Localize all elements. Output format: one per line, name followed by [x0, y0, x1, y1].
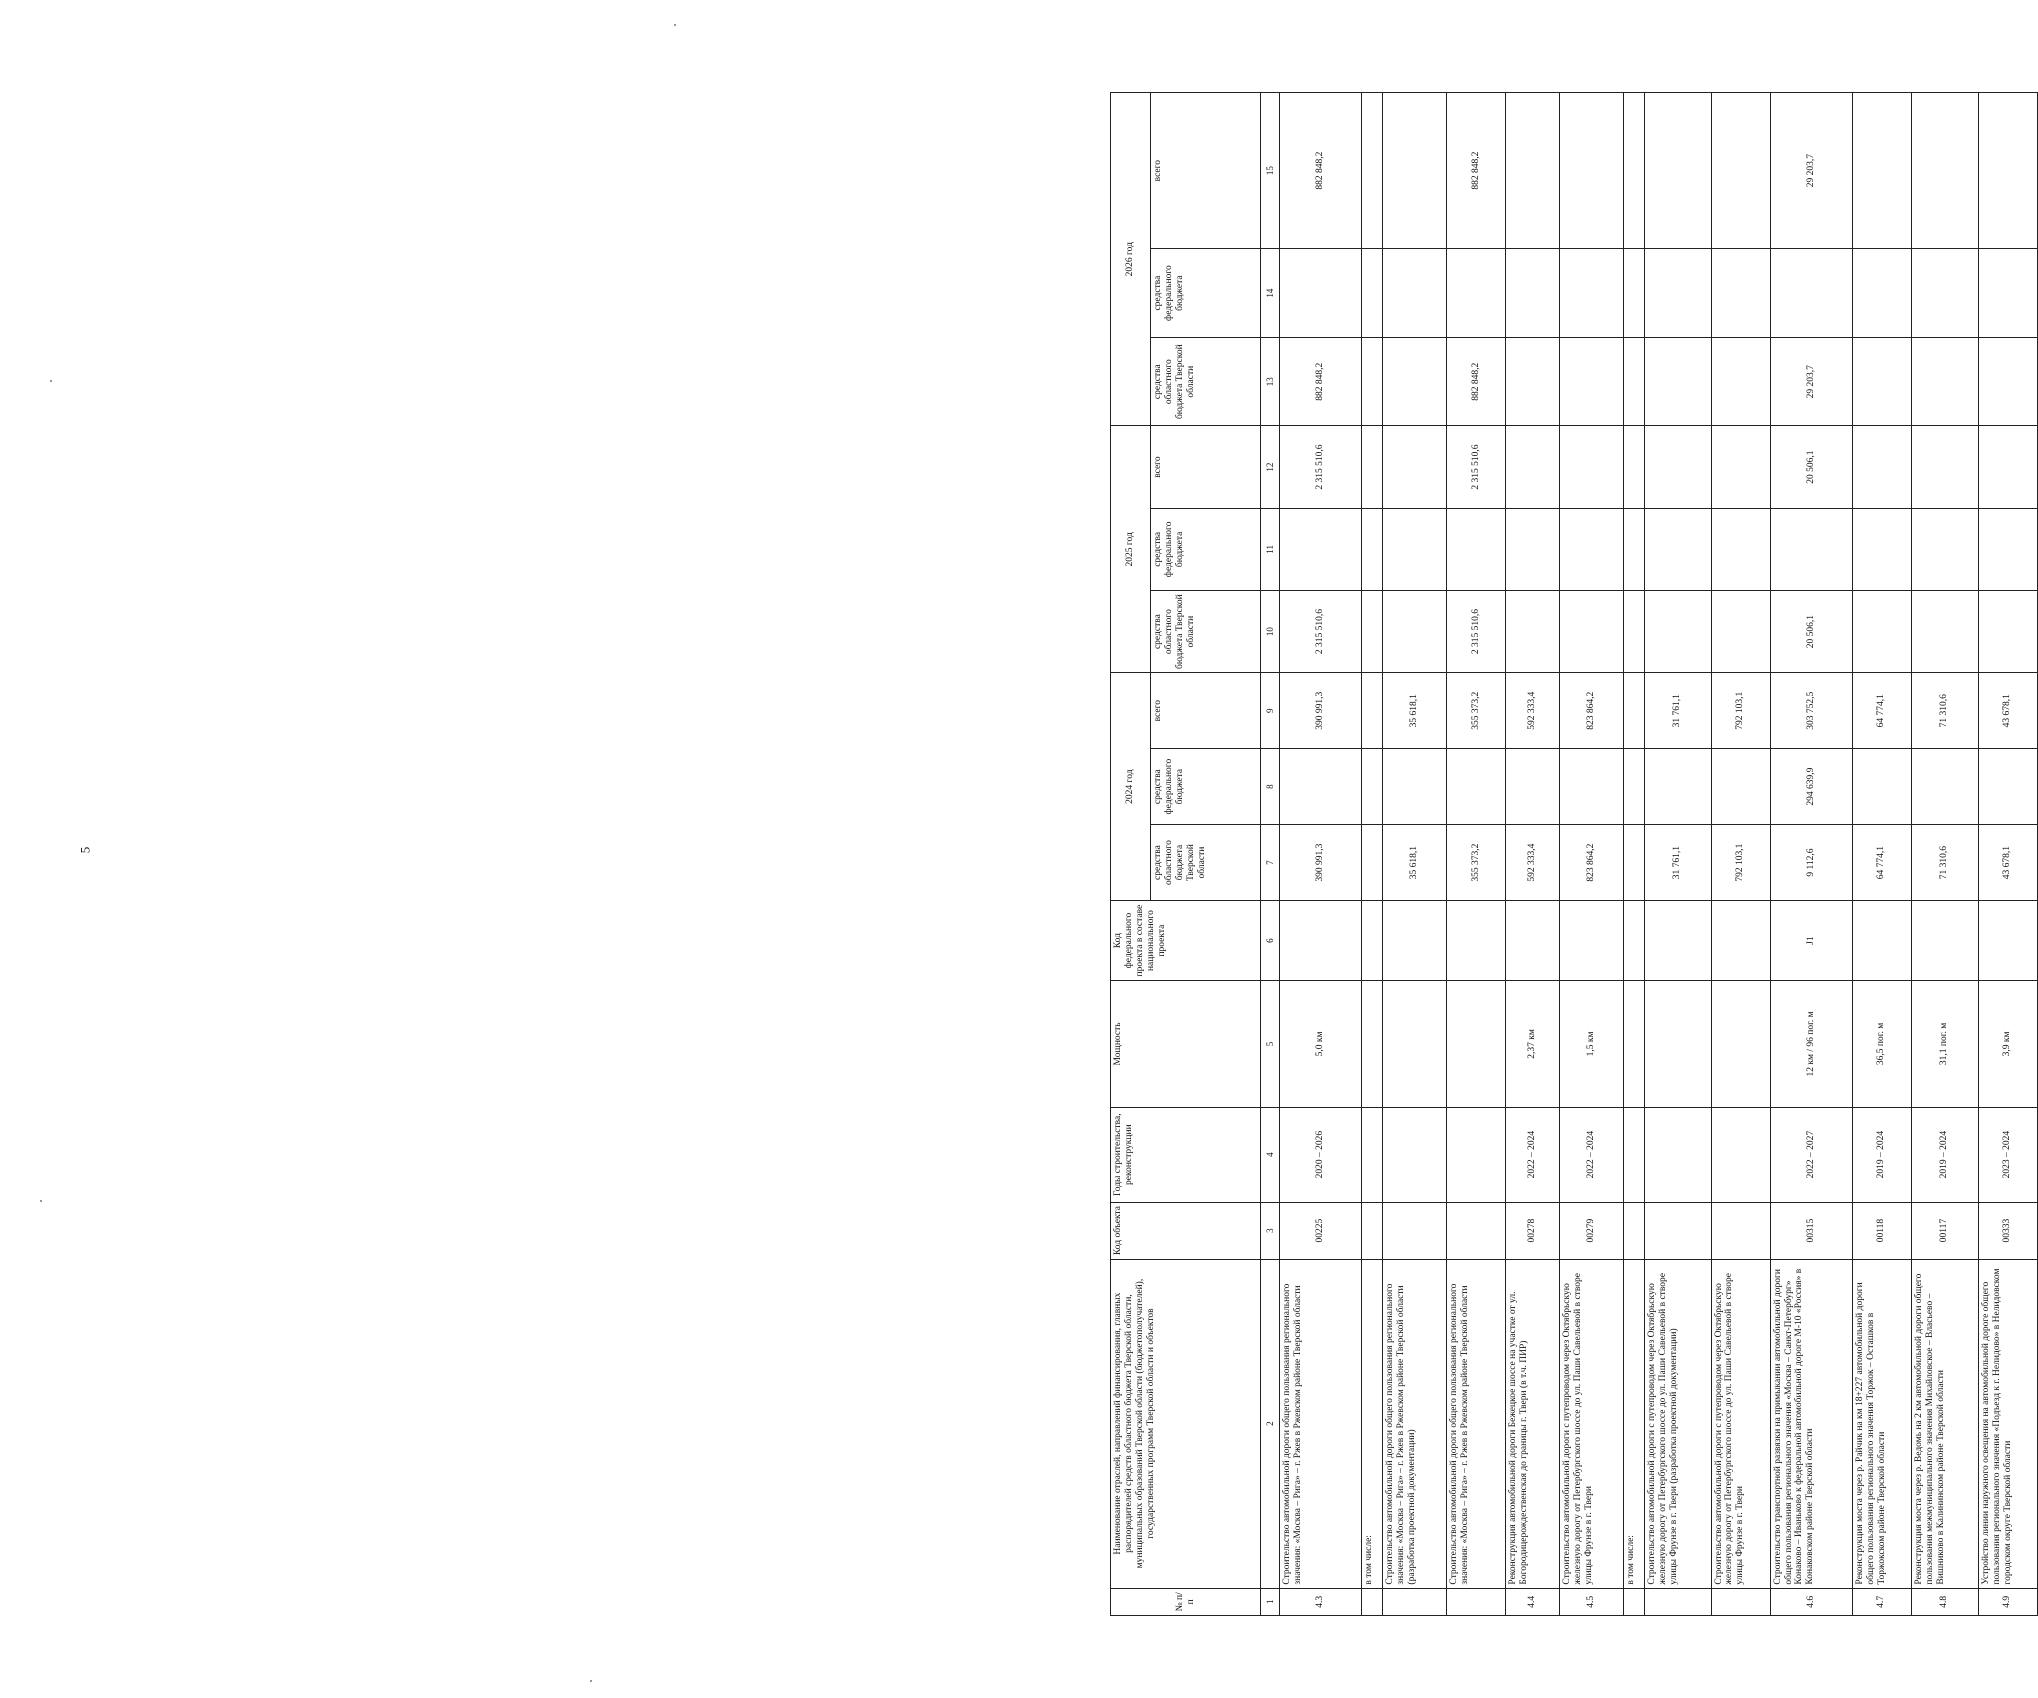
cell-c11: [1560, 508, 1624, 590]
cell-code: [1362, 1202, 1382, 1259]
table-row: [1446, 93, 1505, 1616]
page-number: 5: [77, 846, 93, 854]
cell-c10: [1624, 590, 1644, 672]
cell-c12: [1362, 426, 1382, 508]
cell-capacity: 12 км / 96 пог. м: [1770, 981, 1852, 1108]
cell-name: в том числе:: [1624, 1259, 1644, 1588]
cell-c12: 2 315 510,6: [1446, 426, 1505, 508]
col-index: 3: [1261, 1202, 1280, 1259]
cell-c12: [1506, 426, 1560, 508]
cell-c12: [1711, 426, 1770, 508]
col-index: 13: [1261, 337, 1280, 426]
cell-name: в том числе:: [1362, 1259, 1382, 1588]
col-index: 5: [1261, 981, 1280, 1108]
cell-name: Реконструкция моста через р. Ведомь на 2 км автомобильной дороги общего пользования межмуниципального значения Михайловское – Власьево – Вишниково в Калининском районе Тверской области: [1911, 1259, 1978, 1588]
header-total-2024: всего: [1151, 673, 1261, 749]
cell-code: [1644, 1202, 1711, 1259]
cell-c9: 592 333,4: [1506, 673, 1560, 749]
cell-capacity: 36,5 пог. м: [1852, 981, 1911, 1108]
cell-c14: [1506, 249, 1560, 338]
cell-c10: [1644, 590, 1711, 672]
table-row: [1911, 93, 1978, 1616]
header-regional-2026: средства областного бюджета Тверской области: [1151, 337, 1261, 426]
cell-c10: 2 315 510,6: [1446, 590, 1505, 672]
cell-c14: [1644, 249, 1711, 338]
cell-c15: [1978, 93, 2037, 249]
cell-capacity: [1711, 981, 1770, 1108]
cell-fed: [1624, 901, 1644, 981]
table-row: [1382, 93, 1446, 1616]
header-regional-2024: средства областного бюджета Тверской области: [1151, 825, 1261, 901]
cell-c14: [1560, 249, 1624, 338]
cell-c8: [1978, 749, 2037, 825]
cell-capacity: [1624, 981, 1644, 1108]
col-index: 4: [1261, 1107, 1280, 1202]
table-row: [1711, 93, 1770, 1616]
cell-code: 00118: [1852, 1202, 1911, 1259]
cell-fed: [1644, 901, 1711, 981]
header-total-2025: всего: [1151, 426, 1261, 508]
cell-years: [1711, 1107, 1770, 1202]
cell-capacity: 3,9 км: [1978, 981, 2037, 1108]
cell-c8: [1280, 749, 1362, 825]
header-name: Наименование отраслей, направлений финансирования, главных распорядителей средств областного бюджета Тверской области, муниципальных образований Тверской области (бюджетополучателей), государственных программ Тверской области и объектов: [1111, 1259, 1261, 1588]
cell-c13: 882 848,2: [1280, 337, 1362, 426]
scan-speck: [674, 24, 676, 26]
cell-num: [1711, 1588, 1770, 1615]
cell-c7: 823 864,2: [1560, 825, 1624, 901]
cell-name: Строительство автомобильной дороги с путепроводом через Октябрьскую железную дорогу от Петербургского шоссе до ул. Паши Савельевой в створе улицы Фрунзе в г. Твери: [1560, 1259, 1624, 1588]
table-row: [1560, 93, 1624, 1616]
cell-c13: [1624, 337, 1644, 426]
cell-c14: [1852, 249, 1911, 338]
cell-code: [1711, 1202, 1770, 1259]
cell-c11: [1852, 508, 1911, 590]
cell-c12: 20 506,1: [1770, 426, 1852, 508]
cell-name: Реконструкция моста через р. Райчик на км 18+227 автомобильной дороги общего пользования регионального значения Торжок – Осташков в Торжокском районе Тверской области: [1852, 1259, 1911, 1588]
cell-c12: [1852, 426, 1911, 508]
table-row: [1770, 93, 1852, 1616]
cell-name: Строительство транспортной развязки на примыкании автомобильной дороги общего пользования регионального значения «Москва – Санкт-Петербург» Конаково – Иваньково к федеральной автомобильной дороге М-10 «Россия» в Конаковском районе Тверской области: [1770, 1259, 1852, 1588]
cell-c15: [1711, 93, 1770, 249]
cell-c13: [1852, 337, 1911, 426]
table-row: [1280, 93, 1362, 1616]
cell-c10: [1506, 590, 1560, 672]
cell-num: 4.6: [1770, 1588, 1852, 1615]
cell-years: [1644, 1107, 1711, 1202]
cell-c9: 390 991,3: [1280, 673, 1362, 749]
cell-name: Реконструкция автомобильной дороги Бежецкое шоссе на участке от ул. Богородицерождественская до границы г. Твери (в т.ч. ПИР): [1506, 1259, 1560, 1588]
cell-c11: [1770, 508, 1852, 590]
cell-c14: [1711, 249, 1770, 338]
cell-c11: [1280, 508, 1362, 590]
cell-c14: [1362, 249, 1382, 338]
cell-c8: [1560, 749, 1624, 825]
cell-c8: [1624, 749, 1644, 825]
cell-c7: 43 678,1: [1978, 825, 2037, 901]
cell-years: 2019 – 2024: [1852, 1107, 1911, 1202]
cell-name: Строительство автомобильной дороги с путепроводом через Октябрьскую железную дорогу от Петербургского шоссе до ул. Паши Савельевой в створе улицы Фрунзе в г. Твери: [1711, 1259, 1770, 1588]
col-index: 9: [1261, 673, 1280, 749]
cell-c11: [1624, 508, 1644, 590]
header-years: Годы строительства, реконструкции: [1111, 1107, 1261, 1202]
cell-name: Строительство автомобильной дороги общего пользования регионального значения: «Москва – Рига» – г. Ржев в Ржевском районе Тверской области: [1446, 1259, 1505, 1588]
cell-c12: [1978, 426, 2037, 508]
cell-name: Строительство автомобильной дороги общего пользования регионального значения: «Москва – Рига» – г. Ржев в Ржевском районе Тверской области: [1280, 1259, 1362, 1588]
cell-c11: [1644, 508, 1711, 590]
cell-c9: [1624, 673, 1644, 749]
cell-num: 4.7: [1852, 1588, 1911, 1615]
cell-c12: [1382, 426, 1446, 508]
header-regional-2025: средства областного бюджета Тверской области: [1151, 590, 1261, 672]
cell-c13: [1506, 337, 1560, 426]
cell-c7: 390 991,3: [1280, 825, 1362, 901]
cell-c13: [1362, 337, 1382, 426]
cell-capacity: 2,37 км: [1506, 981, 1560, 1108]
cell-c15: [1506, 93, 1560, 249]
cell-c8: [1711, 749, 1770, 825]
cell-years: 2020 – 2026: [1280, 1107, 1362, 1202]
header-federal-project: Код федерального проекта в составе национального проекта: [1111, 901, 1261, 981]
cell-years: 2022 – 2027: [1770, 1107, 1852, 1202]
cell-c14: [1978, 249, 2037, 338]
cell-c9: 792 103,1: [1711, 673, 1770, 749]
budget-table: [1110, 92, 2038, 1616]
cell-capacity: 5,0 км: [1280, 981, 1362, 1108]
cell-c15: [1382, 93, 1446, 249]
cell-c7: 592 333,4: [1506, 825, 1560, 901]
header-capacity: Мощность: [1111, 981, 1261, 1108]
col-index: 12: [1261, 426, 1280, 508]
cell-c12: [1644, 426, 1711, 508]
table-row: [1506, 93, 1560, 1616]
cell-name: Строительство автомобильной дороги общего пользования регионального значения: «Москва – Рига» – г. Ржев в Ржевском районе Тверской области (разработка проектной документации): [1382, 1259, 1446, 1588]
col-index: 14: [1261, 249, 1280, 338]
cell-years: [1362, 1107, 1382, 1202]
table-row: [1624, 93, 1644, 1616]
cell-years: [1446, 1107, 1505, 1202]
table-row: [1362, 93, 1382, 1616]
cell-years: [1382, 1107, 1446, 1202]
cell-c7: 9 112,6: [1770, 825, 1852, 901]
cell-c15: [1911, 93, 1978, 249]
cell-c7: 31 761,1: [1644, 825, 1711, 901]
cell-c8: [1446, 749, 1505, 825]
cell-c8: [1362, 749, 1382, 825]
cell-c7: 355 373,2: [1446, 825, 1505, 901]
cell-years: 2022 – 2024: [1506, 1107, 1560, 1202]
scan-speck: [50, 380, 52, 382]
table-row: [1852, 93, 1911, 1616]
cell-c9: 43 678,1: [1978, 673, 2037, 749]
cell-num: [1446, 1588, 1505, 1615]
cell-code: [1382, 1202, 1446, 1259]
cell-c9: 31 761,1: [1644, 673, 1711, 749]
cell-code: 00117: [1911, 1202, 1978, 1259]
cell-c9: 71 310,6: [1911, 673, 1978, 749]
cell-c15: 29 203,7: [1770, 93, 1852, 249]
cell-c8: [1644, 749, 1711, 825]
cell-c13: [1711, 337, 1770, 426]
header-federal-2025: средства федерального бюджета: [1151, 508, 1261, 590]
cell-c7: [1362, 825, 1382, 901]
cell-c15: [1852, 93, 1911, 249]
cell-c15: [1560, 93, 1624, 249]
cell-code: 00315: [1770, 1202, 1852, 1259]
cell-capacity: 1,5 км: [1560, 981, 1624, 1108]
col-index: 7: [1261, 825, 1280, 901]
cell-c10: [1560, 590, 1624, 672]
cell-num: 4.3: [1280, 1588, 1362, 1615]
cell-c10: [1852, 590, 1911, 672]
cell-c9: [1362, 673, 1382, 749]
cell-capacity: [1362, 981, 1382, 1108]
cell-c13: [1560, 337, 1624, 426]
cell-c11: [1362, 508, 1382, 590]
cell-num: 4.9: [1978, 1588, 2037, 1615]
cell-fed: [1911, 901, 1978, 981]
cell-code: 00333: [1978, 1202, 2037, 1259]
cell-c12: [1911, 426, 1978, 508]
cell-c15: [1624, 93, 1644, 249]
cell-num: [1382, 1588, 1446, 1615]
cell-c13: 29 203,7: [1770, 337, 1852, 426]
cell-c11: [1911, 508, 1978, 590]
cell-c9: 355 373,2: [1446, 673, 1505, 749]
cell-code: 00278: [1506, 1202, 1560, 1259]
cell-c12: [1624, 426, 1644, 508]
header-federal-2024: средства федерального бюджета: [1151, 749, 1261, 825]
cell-code: [1624, 1202, 1644, 1259]
cell-code: 00279: [1560, 1202, 1624, 1259]
cell-fed: [1852, 901, 1911, 981]
header-code: Код объекта: [1111, 1202, 1261, 1259]
cell-c11: [1711, 508, 1770, 590]
cell-c10: [1362, 590, 1382, 672]
cell-num: [1362, 1588, 1382, 1615]
cell-c8: [1852, 749, 1911, 825]
cell-c13: [1382, 337, 1446, 426]
cell-years: [1624, 1107, 1644, 1202]
cell-name: Строительство автомобильной дороги с путепроводом через Октябрьскую железную дорогу от Петербургского шоссе до ул. Паши Савельевой в створе улицы Фрунзе в г. Твери (разработка проектной документации): [1644, 1259, 1711, 1588]
cell-c12: [1560, 426, 1624, 508]
cell-num: 4.4: [1506, 1588, 1560, 1615]
cell-c15: [1362, 93, 1382, 249]
cell-fed: [1506, 901, 1560, 981]
col-index: 10: [1261, 590, 1280, 672]
cell-c14: [1382, 249, 1446, 338]
cell-capacity: [1382, 981, 1446, 1108]
cell-c9: 303 752,5: [1770, 673, 1852, 749]
cell-years: 2023 – 2024: [1978, 1107, 2037, 1202]
cell-c10: [1911, 590, 1978, 672]
cell-c9: 64 774,1: [1852, 673, 1911, 749]
cell-c14: [1446, 249, 1505, 338]
cell-c8: [1382, 749, 1446, 825]
header-num: № п/п: [1111, 1588, 1261, 1615]
cell-fed: [1978, 901, 2037, 981]
cell-fed: [1280, 901, 1362, 981]
cell-c8: 294 639,9: [1770, 749, 1852, 825]
col-index: 11: [1261, 508, 1280, 590]
cell-c13: [1644, 337, 1711, 426]
cell-c10: [1382, 590, 1446, 672]
cell-c7: [1624, 825, 1644, 901]
col-index: 6: [1261, 901, 1280, 981]
cell-c14: [1770, 249, 1852, 338]
rotated-table-container: [1110, 92, 2038, 1616]
cell-code: 00225: [1280, 1202, 1362, 1259]
col-index: 8: [1261, 749, 1280, 825]
cell-code: [1446, 1202, 1505, 1259]
cell-capacity: [1446, 981, 1505, 1108]
cell-c13: 882 848,2: [1446, 337, 1505, 426]
header-year-2024: 2024 год: [1111, 673, 1151, 901]
cell-c10: 2 315 510,6: [1280, 590, 1362, 672]
cell-c7: 35 618,1: [1382, 825, 1446, 901]
cell-c10: [1711, 590, 1770, 672]
cell-c15: 882 848,2: [1280, 93, 1362, 249]
col-index: 15: [1261, 93, 1280, 249]
cell-c14: [1624, 249, 1644, 338]
cell-fed: [1446, 901, 1505, 981]
cell-c8: [1911, 749, 1978, 825]
cell-fed: [1711, 901, 1770, 981]
col-index: 1: [1261, 1588, 1280, 1615]
table-row: [1978, 93, 2037, 1616]
header-federal-2026: средства федерального бюджета: [1151, 249, 1261, 338]
cell-num: [1644, 1588, 1711, 1615]
table-row: [1644, 93, 1711, 1616]
cell-fed: J1: [1770, 901, 1852, 981]
cell-fed: [1382, 901, 1446, 981]
cell-c7: 64 774,1: [1852, 825, 1911, 901]
cell-c11: [1446, 508, 1505, 590]
header-total-2026: всего: [1151, 93, 1261, 249]
header-year-2025: 2025 год: [1111, 426, 1151, 673]
cell-c14: [1911, 249, 1978, 338]
cell-years: 2022 – 2024: [1560, 1107, 1624, 1202]
cell-num: [1624, 1588, 1644, 1615]
cell-c11: [1382, 508, 1446, 590]
cell-c9: 35 618,1: [1382, 673, 1446, 749]
cell-c12: 2 315 510,6: [1280, 426, 1362, 508]
cell-num: 4.8: [1911, 1588, 1978, 1615]
cell-c7: 792 103,1: [1711, 825, 1770, 901]
cell-c10: [1978, 590, 2037, 672]
cell-years: 2019 – 2024: [1911, 1107, 1978, 1202]
scan-speck: [40, 1200, 42, 1202]
cell-c7: 71 310,6: [1911, 825, 1978, 901]
cell-c13: [1978, 337, 2037, 426]
cell-c15: [1644, 93, 1711, 249]
cell-capacity: 31,1 пог. м: [1911, 981, 1978, 1108]
cell-fed: [1362, 901, 1382, 981]
cell-c11: [1978, 508, 2037, 590]
header-year-2026: 2026 год: [1111, 93, 1151, 426]
cell-c14: [1280, 249, 1362, 338]
col-index: 2: [1261, 1259, 1280, 1588]
cell-c10: 20 506,1: [1770, 590, 1852, 672]
cell-c11: [1506, 508, 1560, 590]
scan-speck: [590, 1680, 592, 1682]
cell-c9: 823 864,2: [1560, 673, 1624, 749]
cell-c15: 882 848,2: [1446, 93, 1505, 249]
cell-capacity: [1644, 981, 1711, 1108]
cell-num: 4.5: [1560, 1588, 1624, 1615]
cell-name: Устройство линии наружного освещения на автомобильной дороге общего пользования регионального значения «Подъезд к г. Нелидово» в Нелидовском городском округе Тверской области: [1978, 1259, 2037, 1588]
cell-fed: [1560, 901, 1624, 981]
cell-c13: [1911, 337, 1978, 426]
cell-c8: [1506, 749, 1560, 825]
